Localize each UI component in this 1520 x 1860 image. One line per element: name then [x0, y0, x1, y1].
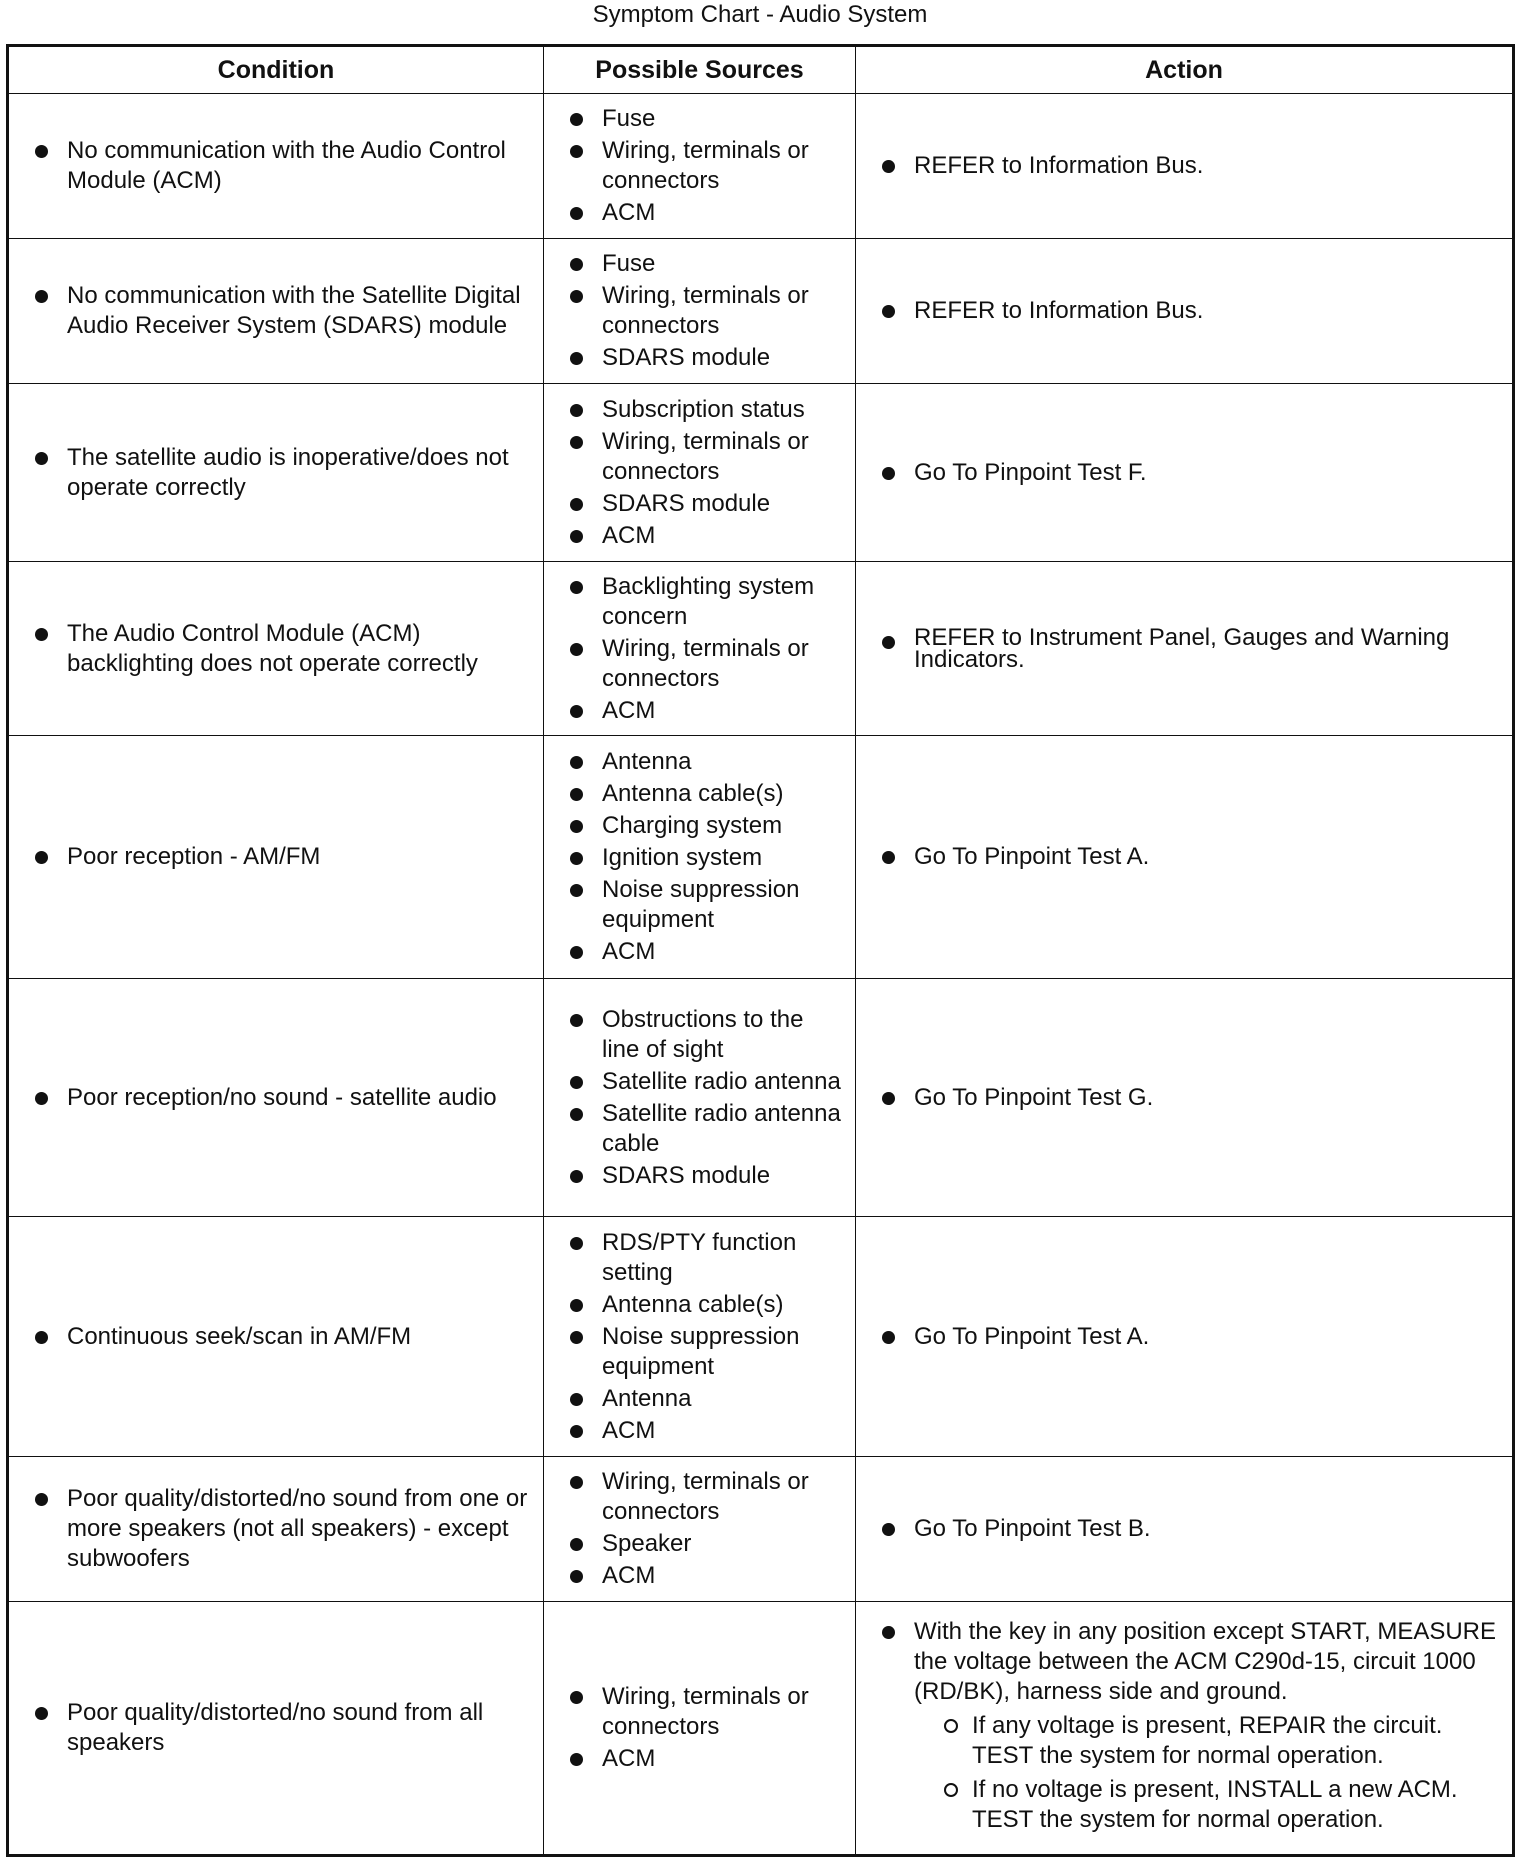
table-row — [8, 979, 1514, 1217]
table-row — [8, 239, 1514, 384]
source-item: Noise suppression equipment — [602, 1322, 847, 1382]
source-item: Satellite radio antenna — [602, 1067, 847, 1097]
condition-cell — [8, 562, 544, 736]
condition-text: No communication with the Satellite Digital Audio Receiver System (SDARS) module — [67, 281, 533, 341]
sub-action-list — [914, 1711, 1500, 1835]
source-item: ACM — [602, 521, 847, 551]
source-item: ACM — [602, 937, 847, 967]
condition-text: Poor quality/distorted/no sound from one or more speakers (not all speakers) - except subwoofers — [67, 1484, 533, 1574]
condition-text: Poor reception/no sound - satellite audio — [67, 1083, 533, 1113]
condition-cell — [8, 1217, 544, 1457]
condition-cell — [8, 1457, 544, 1602]
header-possible-sources: Possible Sources — [544, 46, 856, 94]
table-row — [8, 1602, 1514, 1856]
sources-cell — [544, 384, 856, 562]
source-item: Antenna cable(s) — [602, 1290, 847, 1320]
source-item: ACM — [602, 1561, 847, 1591]
table-row — [8, 1457, 1514, 1602]
table-row — [8, 94, 1514, 239]
action-cell — [856, 1217, 1514, 1457]
source-item: Noise suppression equipment — [602, 875, 847, 935]
sources-cell — [544, 736, 856, 979]
condition-cell — [8, 736, 544, 979]
action-text: Go To Pinpoint Test B. — [914, 1514, 1500, 1544]
sub-action-item: If no voltage is present, INSTALL a new ACM. TEST the system for normal operation. — [972, 1775, 1488, 1835]
source-item: Backlighting system concern — [602, 572, 847, 632]
condition-cell — [8, 384, 544, 562]
condition-text: Continuous seek/scan in AM/FM — [67, 1322, 533, 1352]
source-item: RDS/PTY function setting — [602, 1228, 847, 1288]
action-cell — [856, 979, 1514, 1217]
condition-cell — [8, 239, 544, 384]
source-item: Wiring, terminals or connectors — [602, 136, 847, 196]
page-title: Symptom Chart - Audio System — [592, 1, 928, 28]
sources-cell — [544, 239, 856, 384]
action-cell — [856, 1602, 1514, 1856]
action-cell — [856, 384, 1514, 562]
action-text — [914, 1617, 1500, 1835]
action-cell — [856, 94, 1514, 239]
action-text: Go To Pinpoint Test F. — [914, 458, 1500, 488]
sources-cell — [544, 94, 856, 239]
action-text: REFER to Information Bus. — [914, 151, 1500, 181]
condition-text: The Audio Control Module (ACM) backlighting does not operate correctly — [67, 619, 533, 679]
source-item: Ignition system — [602, 843, 847, 873]
source-item: SDARS module — [602, 1161, 847, 1191]
source-item: Antenna — [602, 747, 847, 777]
condition-cell — [8, 1602, 544, 1856]
condition-cell — [8, 979, 544, 1217]
source-item: Antenna — [602, 1384, 847, 1414]
table-row — [8, 562, 1514, 736]
source-item: Wiring, terminals or connectors — [602, 281, 847, 341]
source-item: Wiring, terminals or connectors — [602, 427, 847, 487]
source-item: ACM — [602, 1416, 847, 1446]
table-row — [8, 736, 1514, 979]
source-item: SDARS module — [602, 489, 847, 519]
source-item: ACM — [602, 1744, 847, 1774]
source-item: Subscription status — [602, 395, 847, 425]
source-item: SDARS module — [602, 343, 847, 373]
source-item: Wiring, terminals or connectors — [602, 1682, 847, 1742]
condition-text: The satellite audio is inoperative/does not operate correctly — [67, 443, 533, 503]
action-main-text: With the key in any position except START, MEASURE the voltage between the ACM C290d-15, circuit 1000 (RD/BK), harness side and ground. — [914, 1618, 1497, 1705]
source-item: Charging system — [602, 811, 847, 841]
sources-cell — [544, 562, 856, 736]
condition-cell — [8, 94, 544, 239]
source-item: Wiring, terminals or connectors — [602, 634, 847, 694]
action-text: Go To Pinpoint Test A. — [914, 842, 1500, 872]
source-item: ACM — [602, 696, 847, 726]
action-cell — [856, 239, 1514, 384]
action-text: Go To Pinpoint Test G. — [914, 1083, 1500, 1113]
action-text: REFER to Information Bus. — [914, 296, 1500, 326]
action-cell — [856, 562, 1514, 736]
table-header-row — [8, 46, 1514, 94]
table-row — [8, 384, 1514, 562]
symptom-chart-table — [6, 44, 1515, 1857]
sources-cell — [544, 979, 856, 1217]
source-item: Speaker — [602, 1529, 847, 1559]
action-text: REFER to Instrument Panel, Gauges and Warning Indicators. — [914, 627, 1500, 671]
action-cell — [856, 1457, 1514, 1602]
header-condition: Condition — [8, 46, 544, 94]
source-item: Fuse — [602, 104, 847, 134]
condition-text: Poor reception - AM/FM — [67, 842, 533, 872]
source-item: Obstructions to the line of sight — [602, 1005, 847, 1065]
sub-action-item: If any voltage is present, REPAIR the circuit. TEST the system for normal operation. — [972, 1711, 1488, 1771]
source-item: Fuse — [602, 249, 847, 279]
sources-cell — [544, 1217, 856, 1457]
condition-text: No communication with the Audio Control Module (ACM) — [67, 136, 533, 196]
condition-text: Poor quality/distorted/no sound from all speakers — [67, 1698, 533, 1758]
source-item: Satellite radio antenna cable — [602, 1099, 847, 1159]
table-row — [8, 1217, 1514, 1457]
header-action: Action — [856, 46, 1514, 94]
sources-cell — [544, 1602, 856, 1856]
action-cell — [856, 736, 1514, 979]
source-item: Antenna cable(s) — [602, 779, 847, 809]
source-item: ACM — [602, 198, 847, 228]
source-item: Wiring, terminals or connectors — [602, 1467, 847, 1527]
sources-cell — [544, 1457, 856, 1602]
action-text: Go To Pinpoint Test A. — [914, 1322, 1500, 1352]
